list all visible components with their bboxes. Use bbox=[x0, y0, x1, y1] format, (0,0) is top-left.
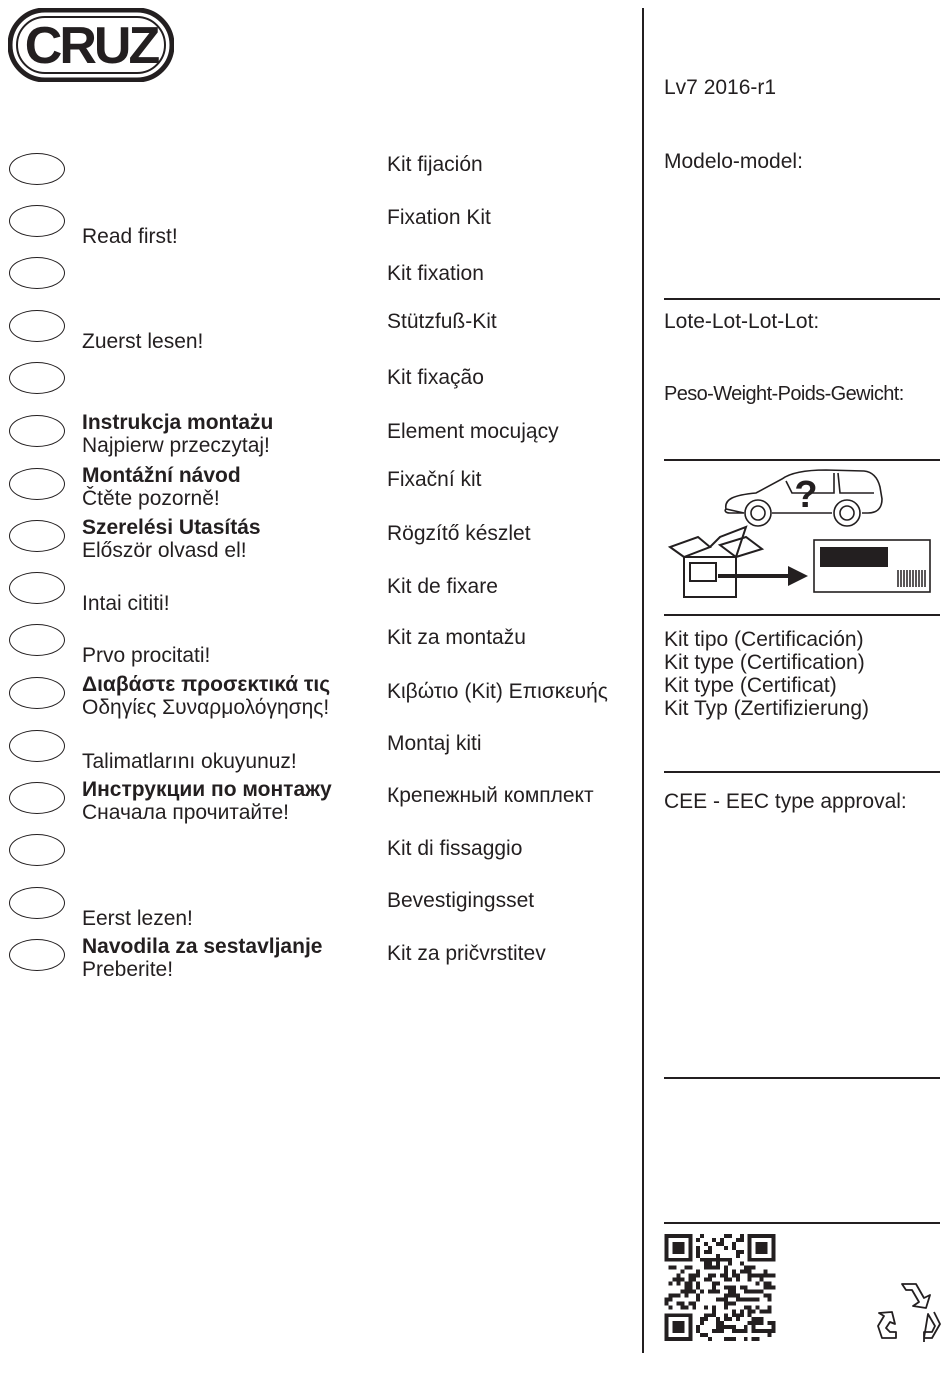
instruction-subtitle: Najpierw przeczytaj! bbox=[82, 434, 270, 457]
instruction-title: Διαβάστε προσεκτικά τις bbox=[82, 673, 331, 696]
kit-name: Stützfuß-Kit bbox=[387, 310, 497, 333]
document-reference: Lv7 2016-r1 bbox=[664, 76, 777, 99]
language-oval bbox=[9, 520, 65, 552]
instruction-text bbox=[82, 225, 178, 248]
language-oval bbox=[9, 939, 65, 971]
language-oval bbox=[9, 887, 65, 919]
cert-line: Kit Typ (Zertifizierung) bbox=[664, 697, 870, 720]
instruction-subtitle: Zuerst lesen! bbox=[82, 330, 204, 353]
instruction-text bbox=[82, 750, 297, 773]
instruction-subtitle: Prvo procitati! bbox=[82, 644, 211, 667]
instruction-text bbox=[82, 778, 332, 824]
kit-name: Kit za pričvrstitev bbox=[387, 942, 546, 965]
kit-name: Rögzítő készlet bbox=[387, 522, 531, 545]
kit-name: Kit fixation bbox=[387, 262, 484, 285]
kit-name: Fixation Kit bbox=[387, 206, 491, 229]
kit-name: Montaj kiti bbox=[387, 732, 482, 755]
language-oval bbox=[9, 415, 65, 447]
instruction-text bbox=[82, 592, 170, 615]
cert-line: Kit tipo (Certificación) bbox=[664, 628, 864, 651]
kit-name: Kit za montažu bbox=[387, 626, 526, 649]
language-oval bbox=[9, 362, 65, 394]
kit-name: Kit fijación bbox=[387, 153, 483, 176]
kit-name: Element mocujący bbox=[387, 420, 559, 443]
instruction-text bbox=[82, 411, 273, 457]
instruction-title: Montážní návod bbox=[82, 464, 241, 487]
divider-line bbox=[664, 1077, 940, 1079]
kit-name: Κιβώτιο (Kit) Επισκευής bbox=[387, 680, 608, 703]
language-oval bbox=[9, 468, 65, 500]
kit-name: Fixační kit bbox=[387, 468, 482, 491]
cert-line: Kit type (Certificat) bbox=[664, 674, 837, 697]
divider-line bbox=[664, 298, 940, 300]
language-oval bbox=[9, 205, 65, 237]
kit-name: Kit fixação bbox=[387, 366, 484, 389]
language-oval bbox=[9, 782, 65, 814]
instruction-title: Инструкции по монтажу bbox=[82, 778, 332, 801]
instruction-subtitle: Először olvasd el! bbox=[82, 539, 247, 562]
language-oval bbox=[9, 153, 65, 185]
weight-label: Peso-Weight-Poids-Gewicht: bbox=[664, 383, 904, 405]
instruction-subtitle: Сначала прочитайте! bbox=[82, 801, 289, 824]
divider-line bbox=[664, 1222, 940, 1224]
instruction-subtitle: Talimatlarını okuyunuz! bbox=[82, 750, 297, 773]
instruction-text bbox=[82, 935, 322, 981]
certification-block bbox=[664, 628, 869, 720]
language-oval bbox=[9, 834, 65, 866]
qr-code bbox=[664, 1234, 776, 1341]
language-oval bbox=[9, 677, 65, 709]
column-divider bbox=[642, 8, 644, 1353]
lot-label: Lote-Lot-Lot-Lot: bbox=[664, 310, 820, 333]
instruction-text bbox=[82, 673, 330, 719]
divider-line bbox=[664, 459, 940, 461]
instruction-text bbox=[82, 330, 203, 353]
instruction-title: Szerelési Utasítás bbox=[82, 516, 261, 539]
kit-name: Kit de fixare bbox=[387, 575, 498, 598]
divider-line bbox=[664, 614, 940, 616]
instruction-title: Navodila za sestavljanje bbox=[82, 935, 323, 958]
type-approval-label: CEE - EEC type approval: bbox=[664, 790, 907, 813]
svg-text:CRUZ: CRUZ bbox=[24, 17, 158, 75]
language-oval bbox=[9, 310, 65, 342]
recycle-icon bbox=[876, 1278, 942, 1342]
instruction-subtitle: Intai cititi! bbox=[82, 592, 170, 615]
instruction-text bbox=[82, 464, 241, 510]
instruction-subtitle: Read first! bbox=[82, 225, 178, 248]
instruction-subtitle: Οδηγίες Συναρμολόγησης! bbox=[82, 696, 330, 719]
model-label: Modelo-model: bbox=[664, 150, 803, 173]
language-oval bbox=[9, 257, 65, 289]
instruction-subtitle: Preberite! bbox=[82, 958, 174, 981]
language-oval bbox=[9, 730, 65, 762]
divider-line bbox=[664, 771, 940, 773]
instruction-text bbox=[82, 907, 193, 930]
language-oval bbox=[9, 624, 65, 656]
vehicle-label-illustration bbox=[664, 465, 940, 605]
instruction-text bbox=[82, 516, 261, 562]
instruction-text bbox=[82, 644, 210, 667]
language-oval bbox=[9, 572, 65, 604]
instruction-subtitle: Eerst lezen! bbox=[82, 907, 193, 930]
svg-text:?: ? bbox=[794, 474, 818, 516]
kit-name: Kit di fissaggio bbox=[387, 837, 523, 860]
instruction-subtitle: Čtěte pozorně! bbox=[82, 487, 220, 510]
kit-name: Крепежный комплект bbox=[387, 784, 594, 807]
box-label-icon bbox=[670, 527, 762, 597]
instruction-title: Instrukcja montażu bbox=[82, 411, 274, 434]
cruz-logo bbox=[8, 8, 174, 82]
cert-line: Kit type (Certification) bbox=[664, 651, 865, 674]
kit-name: Bevestigingsset bbox=[387, 889, 535, 912]
